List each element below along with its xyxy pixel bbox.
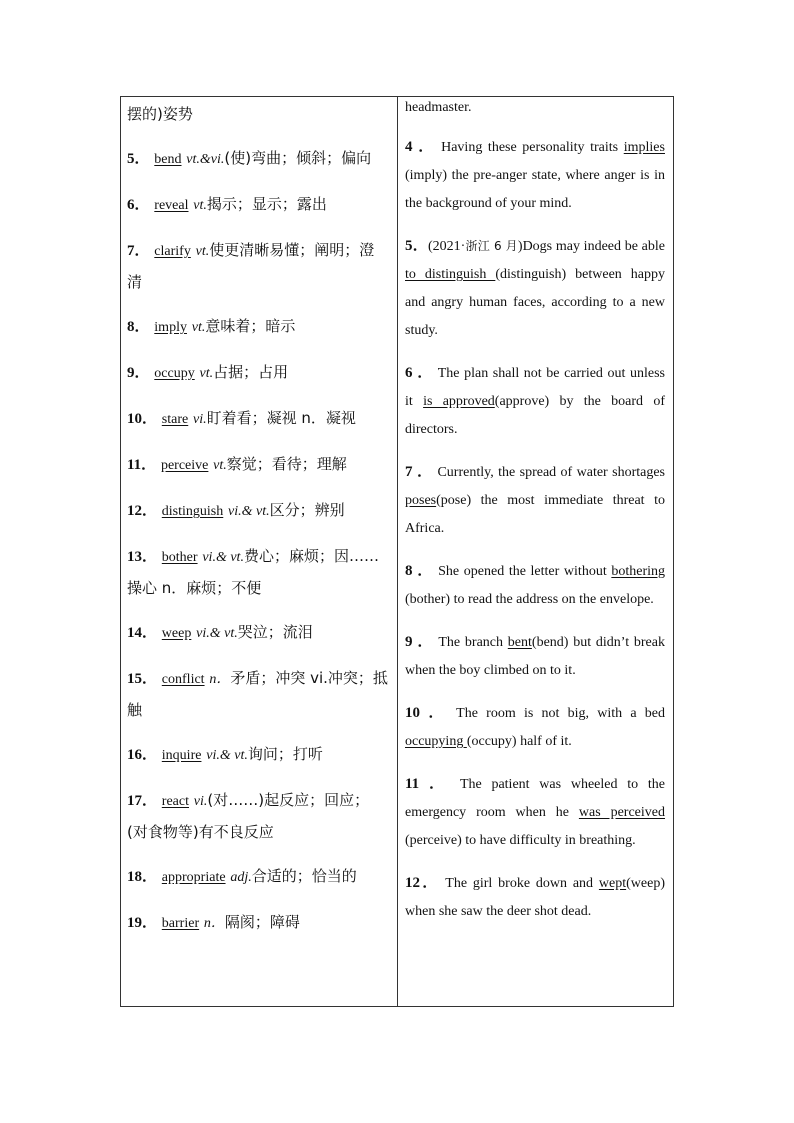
vocab-number: 8．: [127, 319, 150, 335]
answer-blank: occupying: [405, 734, 467, 749]
vocab-number: 12．: [127, 503, 158, 519]
sentence-item: [405, 557, 665, 614]
sentence-before: Currently, the spread of water shortages: [433, 465, 665, 480]
sentence-before: Having these personality traits: [435, 140, 624, 155]
vocab-number: 17．: [127, 793, 158, 809]
part-of-speech: n．: [209, 672, 231, 687]
sentence-number: 5．: [405, 238, 428, 254]
vocab-continuation: 摆的)姿势: [127, 105, 193, 123]
sentence-after: (approve) by the board of directors.: [405, 394, 665, 437]
vocab-item: [127, 663, 389, 725]
sentence-number: 4 ．: [405, 139, 436, 155]
vocab-item: [127, 403, 389, 435]
vocab-word: react: [161, 794, 189, 809]
vocab-meaning: 区分；辨别: [269, 501, 345, 519]
part-of-speech: vt.: [193, 198, 207, 213]
sentence-before: The plan shall not be carried out unless it: [405, 366, 665, 409]
vocab-number: 7．: [127, 243, 150, 259]
answer-blank: bothering: [611, 564, 665, 579]
sentence-number: 9 ．: [405, 634, 434, 650]
vocab-number: 18．: [127, 869, 158, 885]
sentence-item: [405, 628, 665, 685]
vocab-meaning: 使更清晰易懂；阐明；澄清: [127, 241, 375, 291]
vocab-item: [127, 907, 389, 939]
vocab-word: conflict: [161, 672, 205, 687]
part-of-speech: n．: [203, 916, 225, 931]
vocab-word: bend: [154, 152, 182, 167]
vocab-word: barrier: [161, 916, 200, 931]
sentence-before: The room is not big, with a bed: [448, 706, 665, 721]
vocab-item: [127, 189, 389, 221]
vocab-word: stare: [161, 412, 189, 427]
sentence-after: (perceive) to have difficulty in breathing.: [405, 833, 636, 848]
sentence-after: (pose) the most immediate threat to Africa.: [405, 493, 665, 536]
sentence-item: [405, 770, 665, 855]
sentence-item: [405, 869, 665, 926]
part-of-speech: vi.: [193, 794, 208, 809]
vocab-word: clarify: [154, 244, 191, 259]
part-of-speech: vi.& vt.: [228, 504, 270, 519]
vocab-number: 16．: [127, 747, 158, 763]
sentence-after: (imply) the pre-anger state, where anger is in the background of your mind.: [405, 168, 665, 211]
vocab-column: [121, 97, 398, 1007]
part-of-speech: vt.: [195, 244, 210, 259]
vocab-meaning: 意味着；暗示: [205, 317, 296, 335]
sentence-number: 7 ．: [405, 464, 434, 480]
vocab-word: perceive: [160, 458, 209, 473]
sentence-before: The patient was wheeled to the emergency room when he: [405, 777, 665, 820]
vocab-item: [127, 785, 389, 847]
part-of-speech: vi.& vt.: [206, 748, 248, 763]
vocab-meaning: 矛盾；冲突 vi.冲突；抵触: [127, 669, 388, 719]
vocab-item: [127, 739, 389, 771]
vocabulary-table: [120, 96, 674, 1007]
sentence-number: 6 ．: [405, 365, 434, 381]
vocab-word: occupy: [154, 366, 195, 381]
sentence-after: (bend) but didn’t break when the boy climbed on to it.: [405, 635, 665, 678]
vocab-number: 5．: [127, 151, 150, 167]
sentence-column: [398, 97, 674, 1007]
answer-blank: bent: [507, 635, 532, 650]
part-of-speech: vt.&vi.: [186, 152, 225, 167]
sentence-after: (distinguish) between happy and angry human faces, according to a new study.: [405, 267, 665, 338]
vocab-number: 15．: [127, 671, 158, 687]
vocab-number: 19．: [127, 915, 158, 931]
sentence-item: [405, 359, 665, 444]
sentence-item: [405, 699, 665, 756]
vocab-number: 10．: [127, 411, 158, 427]
answer-blank: was perceived: [578, 805, 665, 820]
vocab-word: appropriate: [161, 870, 226, 885]
sentence-before: The girl broke down and: [439, 876, 599, 891]
vocab-meaning: (对……)起反应；回应；(对食物等)有不良反应: [127, 791, 370, 841]
vocab-word: imply: [154, 320, 187, 335]
vocab-meaning: 察觉；看待；理解: [226, 455, 347, 473]
sentence-item: [405, 133, 665, 218]
vocab-meaning: 哭泣；流泪: [237, 623, 313, 641]
sentence-number: 12．: [405, 875, 440, 891]
vocab-number: 14．: [127, 625, 158, 641]
part-of-speech: vi.& vt.: [202, 550, 244, 565]
vocab-item: [127, 235, 389, 297]
sentence-before: She opened the letter without: [433, 564, 612, 579]
vocab-word: inquire: [161, 748, 202, 763]
answer-blank: to distinguish: [405, 267, 496, 282]
vocab-item: [127, 495, 389, 527]
vocab-number: 6．: [127, 197, 150, 213]
sentence-number: 10 ．: [405, 705, 449, 721]
vocab-meaning: 隔阂；障碍: [224, 913, 300, 931]
sentence-after: (occupy) half of it.: [466, 734, 572, 749]
vocab-word: weep: [161, 626, 192, 641]
vocab-meaning: 揭示；显示；露出: [206, 195, 327, 213]
sentence-continuation: headmaster.: [405, 100, 472, 115]
source-region: 浙江 6 月: [465, 239, 518, 253]
sentence-before: The branch: [433, 635, 508, 650]
part-of-speech: adj.: [230, 870, 252, 885]
sentence-item: [405, 458, 665, 543]
vocab-meaning: 占据；占用: [213, 363, 289, 381]
source-year: (2021·: [427, 239, 466, 254]
vocab-meaning: 费心；麻烦；因……操心 n．麻烦；不便: [127, 547, 379, 597]
vocab-word: bother: [161, 550, 198, 565]
answer-blank: wept: [598, 876, 627, 891]
vocab-number: 9．: [127, 365, 150, 381]
vocab-meaning: (使)弯曲；倾斜；偏向: [224, 149, 372, 167]
part-of-speech: vi.& vt.: [196, 626, 238, 641]
vocab-item: [127, 617, 389, 649]
vocab-item: [127, 541, 389, 603]
sentence-item: [405, 232, 665, 345]
vocab-item: [127, 143, 389, 175]
part-of-speech: vt.: [213, 458, 227, 473]
part-of-speech: vt.: [199, 366, 214, 381]
vocab-item: [127, 449, 389, 481]
sentence-after: (bother) to read the address on the envelope.: [405, 592, 654, 607]
answer-blank: implies: [623, 140, 665, 155]
vocab-meaning: 盯着看；凝视 n．凝视: [206, 409, 356, 427]
vocab-meaning: 合适的；恰当的: [251, 867, 357, 885]
vocab-item: [127, 357, 389, 389]
vocab-item: [127, 311, 389, 343]
part-of-speech: vt.: [191, 320, 206, 335]
vocab-word: distinguish: [161, 504, 224, 519]
answer-blank: poses: [405, 493, 437, 508]
answer-blank: is approved: [423, 394, 495, 409]
part-of-speech: vi.: [193, 412, 207, 427]
sentence-number: 8 ．: [405, 563, 434, 579]
sentence-before: )Dogs may indeed be able: [517, 239, 665, 254]
sentence-number: 11 ．: [405, 776, 451, 792]
vocab-meaning: 询问；打听: [247, 745, 323, 763]
vocab-word: reveal: [154, 198, 189, 213]
vocab-item: [127, 861, 389, 893]
sentence-after: (weep) when she saw the deer shot dead.: [405, 876, 665, 919]
vocab-number: 13．: [127, 549, 158, 565]
vocab-number: 11．: [127, 457, 157, 473]
